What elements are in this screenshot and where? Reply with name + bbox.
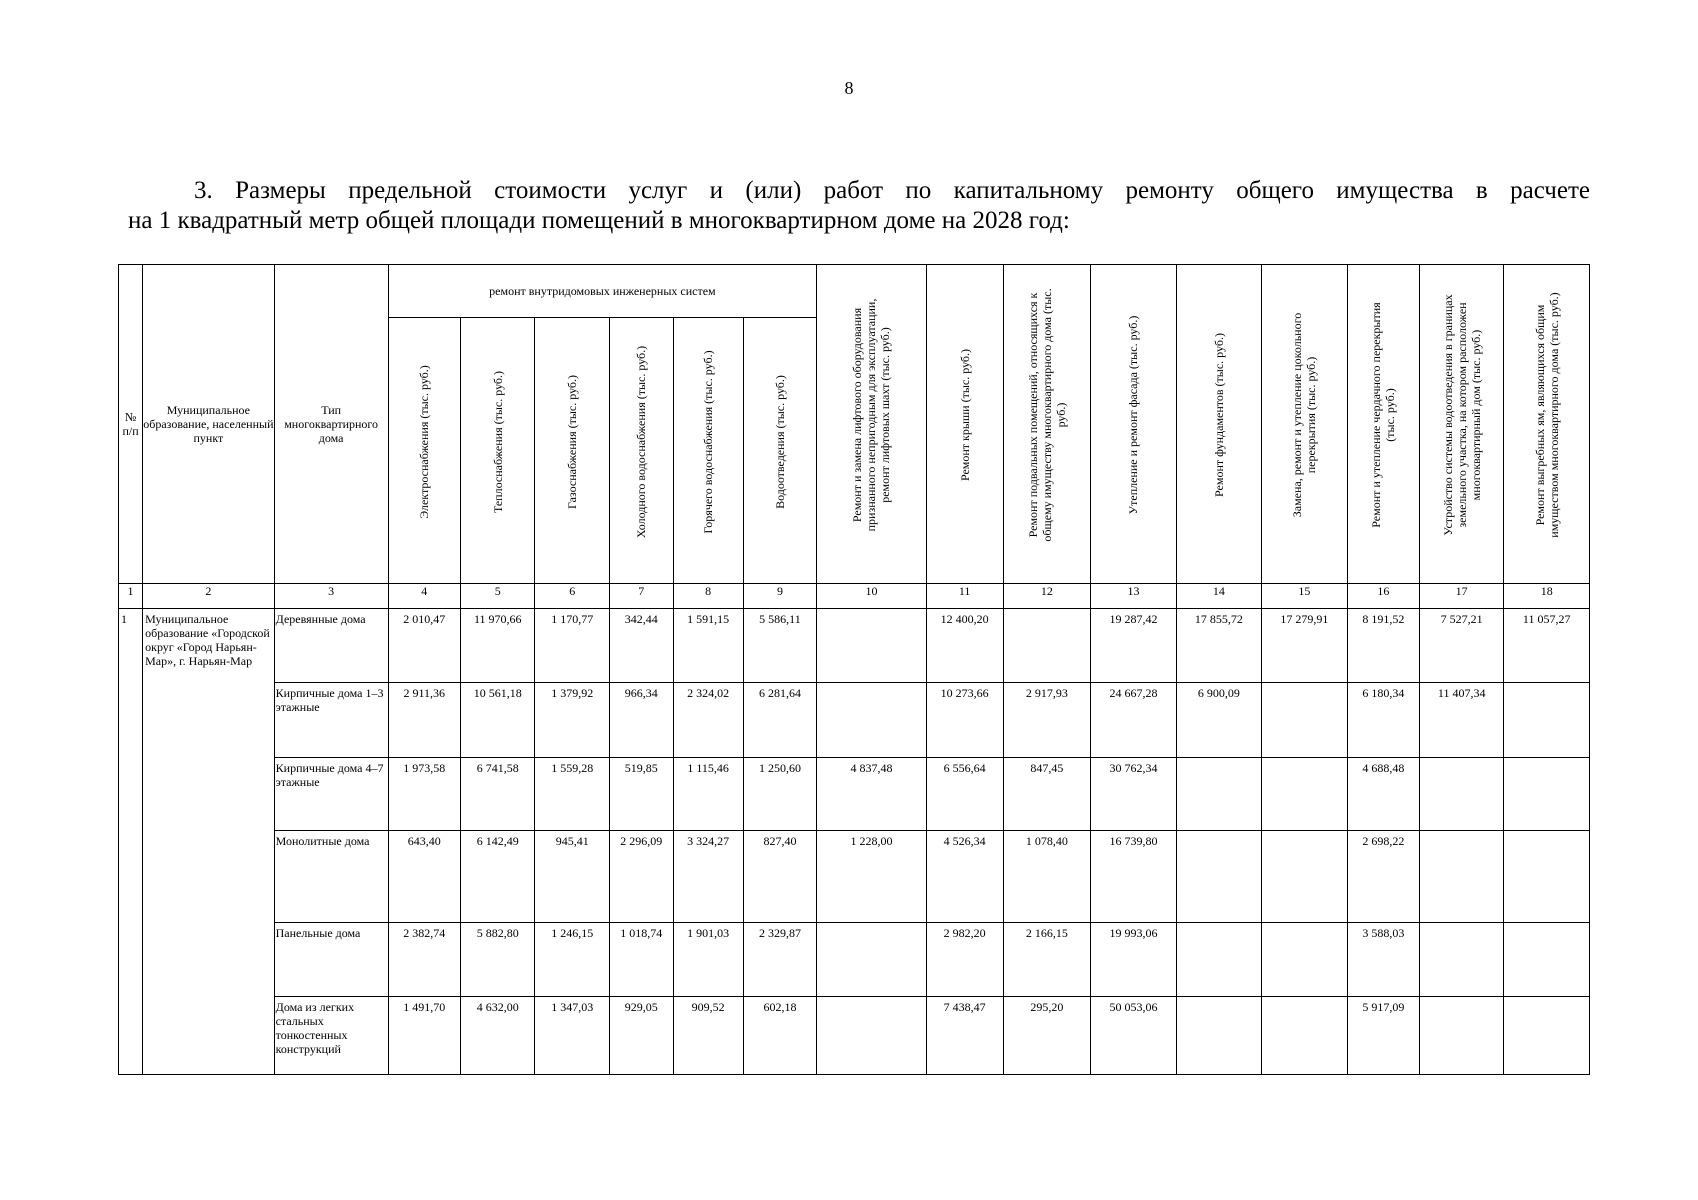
- header-c12: [1003, 265, 1091, 584]
- value-cell-col-9: 1 250,60: [743, 757, 816, 831]
- column-number-row: [119, 583, 1590, 608]
- value-cell-col-8: 1 591,15: [673, 608, 743, 683]
- header-c17: [1419, 265, 1503, 584]
- column-number-17: 17: [1419, 583, 1503, 608]
- value-cell-col-5: 6 142,49: [460, 831, 535, 922]
- value-cell-col-10: [817, 683, 927, 758]
- header-c12-text: Ремонт подвальных помещений, относящихся к общему имуществу многоквартирного дома (тыс. руб.): [1025, 288, 1068, 542]
- value-cell-col-5: 6 741,58: [460, 757, 535, 831]
- value-cell-col-14: [1176, 757, 1261, 831]
- value-cell-col-4: 1 973,58: [388, 757, 460, 831]
- value-cell-col-13: 19 287,42: [1091, 608, 1176, 683]
- value-cell-col-10: [817, 997, 927, 1075]
- section-heading: [128, 176, 1590, 236]
- value-cell-col-4: 2 382,74: [388, 922, 460, 997]
- value-cell-col-11: 6 556,64: [926, 757, 1003, 831]
- page-number: 8: [844, 78, 854, 98]
- header-c10: [817, 265, 927, 584]
- value-cell-col-9: 2 329,87: [743, 922, 816, 997]
- value-cell-col-14: 17 855,72: [1176, 608, 1261, 683]
- value-cell-col-16: 3 588,03: [1347, 922, 1419, 997]
- header-c9-text: Водоотведения (тыс. руб.): [772, 375, 787, 509]
- value-cell-col-18: 11 057,27: [1504, 608, 1590, 683]
- value-cell-col-5: 11 970,66: [460, 608, 535, 683]
- value-cell-col-12: 2 166,15: [1003, 922, 1091, 997]
- value-cell-col-6: 945,41: [535, 831, 610, 922]
- value-cell-col-7: 929,05: [610, 997, 674, 1075]
- value-cell-col-16: 8 191,52: [1347, 608, 1419, 683]
- header-c8: [673, 318, 743, 584]
- house-type-cell: Деревянные дома: [274, 608, 388, 683]
- table-row: [119, 757, 1590, 831]
- value-cell-col-6: 1 347,03: [535, 997, 610, 1075]
- header-c18-text: Ремонт выгребных ям, являющихся общим имуществом многоквартирного дома (тыс. руб.): [1532, 292, 1561, 538]
- value-cell-col-12: 847,45: [1003, 757, 1091, 831]
- value-cell-col-8: 1 901,03: [673, 922, 743, 997]
- column-number-9: 9: [743, 583, 816, 608]
- header-c15-text: Замена, ремонт и утепление цокольного перекрытия (тыс. руб.): [1290, 312, 1319, 518]
- value-cell-col-14: [1176, 922, 1261, 997]
- value-cell-col-7: 1 018,74: [610, 922, 674, 997]
- value-cell-col-18: [1504, 997, 1590, 1075]
- value-cell-col-8: 909,52: [673, 997, 743, 1075]
- header-c4-text: Электроснабжения (тыс. руб.): [417, 365, 432, 519]
- value-cell-col-16: 6 180,34: [1347, 683, 1419, 758]
- value-cell-col-11: 7 438,47: [926, 997, 1003, 1075]
- column-number-5: 5: [460, 583, 535, 608]
- value-cell-col-18: [1504, 922, 1590, 997]
- value-cell-col-14: [1176, 831, 1261, 922]
- heading-line-1: 3. Размеры предельной стоимости услуг и (или) работ по капитальному ремонту общего имущества в расчете: [194, 177, 1590, 204]
- header-house-type: Тип многоквартирного дома: [274, 265, 388, 584]
- value-cell-col-15: [1262, 683, 1347, 758]
- header-c17-text: Устройство системы водоотведения в границах земельного участка, на котором расположен многоквартирный дом (тыс. руб.): [1440, 294, 1483, 536]
- column-number-18: 18: [1504, 583, 1590, 608]
- row-index: 1: [119, 608, 143, 1074]
- value-cell-col-18: [1504, 831, 1590, 922]
- value-cell-col-11: 12 400,20: [926, 608, 1003, 683]
- value-cell-col-6: 1 170,77: [535, 608, 610, 683]
- value-cell-col-17: 11 407,34: [1419, 683, 1503, 758]
- house-type-cell: Кирпичные дома 1–3 этажные: [274, 683, 388, 758]
- heading-line-2: на 1 квадратный метр общей площади помещений в многоквартирном доме на 2028 год:: [128, 207, 1070, 234]
- header-c5: [460, 318, 535, 584]
- table-row: [119, 831, 1590, 922]
- value-cell-col-11: 4 526,34: [926, 831, 1003, 922]
- header-c16-text: Ремонт и утепление чердачного перекрытия (тыс. руб.): [1369, 302, 1398, 528]
- header-c16: [1347, 265, 1419, 584]
- value-cell-col-12: [1003, 608, 1091, 683]
- value-cell-col-13: 50 053,06: [1091, 997, 1176, 1075]
- header-c13-text: Утепление и ремонт фасада (тыс. руб.): [1126, 315, 1141, 515]
- header-c15: [1262, 265, 1347, 584]
- header-c11-text: Ремонт крыши (тыс. руб.): [957, 348, 972, 482]
- value-cell-col-11: 10 273,66: [926, 683, 1003, 758]
- table-row: [119, 683, 1590, 758]
- value-cell-col-10: [817, 608, 927, 683]
- value-cell-col-13: 24 667,28: [1091, 683, 1176, 758]
- value-cell-col-15: [1262, 757, 1347, 831]
- value-cell-col-16: 4 688,48: [1347, 757, 1419, 831]
- value-cell-col-7: 966,34: [610, 683, 674, 758]
- cost-table: [118, 264, 1590, 1075]
- value-cell-col-11: 2 982,20: [926, 922, 1003, 997]
- header-c6: [535, 318, 610, 584]
- value-cell-col-12: 2 917,93: [1003, 683, 1091, 758]
- value-cell-col-16: 5 917,09: [1347, 997, 1419, 1075]
- value-cell-col-13: 30 762,34: [1091, 757, 1176, 831]
- municipality-cell: Муниципальное образование «Городской округ «Город Нарьян-Мар», г. Нарьян-Мар: [143, 608, 275, 1074]
- value-cell-col-18: [1504, 683, 1590, 758]
- value-cell-col-16: 2 698,22: [1347, 831, 1419, 922]
- value-cell-col-15: [1262, 922, 1347, 997]
- column-number-8: 8: [673, 583, 743, 608]
- value-cell-col-6: 1 246,15: [535, 922, 610, 997]
- column-number-10: 10: [817, 583, 927, 608]
- header-c14: [1176, 265, 1261, 584]
- value-cell-col-9: 602,18: [743, 997, 816, 1075]
- value-cell-col-4: 2 010,47: [388, 608, 460, 683]
- column-number-15: 15: [1262, 583, 1347, 608]
- header-c10-text: Ремонт и замена лифтового оборудования признанного непригодным для эксплуатации, ремонт лифтовых шахт (тыс. руб.): [850, 298, 893, 532]
- value-cell-col-7: 2 296,09: [610, 831, 674, 922]
- value-cell-col-14: [1176, 997, 1261, 1075]
- value-cell-col-17: [1419, 922, 1503, 997]
- column-number-6: 6: [535, 583, 610, 608]
- column-number-3: 3: [274, 583, 388, 608]
- value-cell-col-8: 3 324,27: [673, 831, 743, 922]
- value-cell-col-7: 519,85: [610, 757, 674, 831]
- header-c8-text: Горячего водоснабжения (тыс. руб.): [701, 350, 716, 534]
- table-row: [119, 922, 1590, 997]
- value-cell-col-6: 1 559,28: [535, 757, 610, 831]
- value-cell-col-12: 295,20: [1003, 997, 1091, 1075]
- column-number-2: 2: [143, 583, 275, 608]
- house-type-cell: Дома из легких стальных тонкостенных конструкций: [274, 997, 388, 1075]
- column-number-14: 14: [1176, 583, 1261, 608]
- value-cell-col-17: [1419, 997, 1503, 1075]
- header-municipality: Муниципальное образование, населенный пункт: [143, 265, 275, 584]
- header-c18: [1504, 265, 1590, 584]
- value-cell-col-18: [1504, 757, 1590, 831]
- value-cell-col-15: [1262, 831, 1347, 922]
- value-cell-col-8: 1 115,46: [673, 757, 743, 831]
- value-cell-col-13: 16 739,80: [1091, 831, 1176, 922]
- column-number-16: 16: [1347, 583, 1419, 608]
- column-number-1: 1: [119, 583, 143, 608]
- header-c9: [743, 318, 816, 584]
- value-cell-col-10: 1 228,00: [817, 831, 927, 922]
- header-c5-text: Теплоснабжения (тыс. руб.): [490, 370, 505, 514]
- header-c7-text: Холодного водоснабжения (тыс. руб.): [634, 345, 649, 539]
- column-number-13: 13: [1091, 583, 1176, 608]
- value-cell-col-5: 4 632,00: [460, 997, 535, 1075]
- house-type-cell: Монолитные дома: [274, 831, 388, 922]
- value-cell-col-12: 1 078,40: [1003, 831, 1091, 922]
- value-cell-col-4: 643,40: [388, 831, 460, 922]
- column-number-7: 7: [610, 583, 674, 608]
- value-cell-col-15: 17 279,91: [1262, 608, 1347, 683]
- header-c6-text: Газоснабжения (тыс. руб.): [565, 374, 580, 510]
- value-cell-col-9: 5 586,11: [743, 608, 816, 683]
- header-group-engineering: ремонт внутридомовых инженерных систем: [388, 265, 817, 318]
- value-cell-col-17: [1419, 757, 1503, 831]
- column-number-4: 4: [388, 583, 460, 608]
- value-cell-col-10: 4 837,48: [817, 757, 927, 831]
- value-cell-col-5: 5 882,80: [460, 922, 535, 997]
- value-cell-col-10: [817, 922, 927, 997]
- value-cell-col-8: 2 324,02: [673, 683, 743, 758]
- header-c13: [1091, 265, 1176, 584]
- value-cell-col-15: [1262, 997, 1347, 1075]
- value-cell-col-9: 827,40: [743, 831, 816, 922]
- value-cell-col-7: 342,44: [610, 608, 674, 683]
- value-cell-col-4: 2 911,36: [388, 683, 460, 758]
- column-number-11: 11: [926, 583, 1003, 608]
- table-row: [119, 997, 1590, 1075]
- value-cell-col-4: 1 491,70: [388, 997, 460, 1075]
- header-num: № п/п: [119, 265, 143, 584]
- table-row: [119, 608, 1590, 683]
- value-cell-col-5: 10 561,18: [460, 683, 535, 758]
- value-cell-col-6: 1 379,92: [535, 683, 610, 758]
- column-number-12: 12: [1003, 583, 1091, 608]
- value-cell-col-14: 6 900,09: [1176, 683, 1261, 758]
- header-c11: [926, 265, 1003, 584]
- value-cell-col-17: [1419, 831, 1503, 922]
- header-c4: [388, 318, 460, 584]
- value-cell-col-9: 6 281,64: [743, 683, 816, 758]
- house-type-cell: Кирпичные дома 4–7 этажные: [274, 757, 388, 831]
- header-c7: [610, 318, 674, 584]
- value-cell-col-13: 19 993,06: [1091, 922, 1176, 997]
- house-type-cell: Панельные дома: [274, 922, 388, 997]
- header-c14-text: Ремонт фундаментов (тыс. руб.): [1211, 333, 1226, 497]
- value-cell-col-17: 7 527,21: [1419, 608, 1503, 683]
